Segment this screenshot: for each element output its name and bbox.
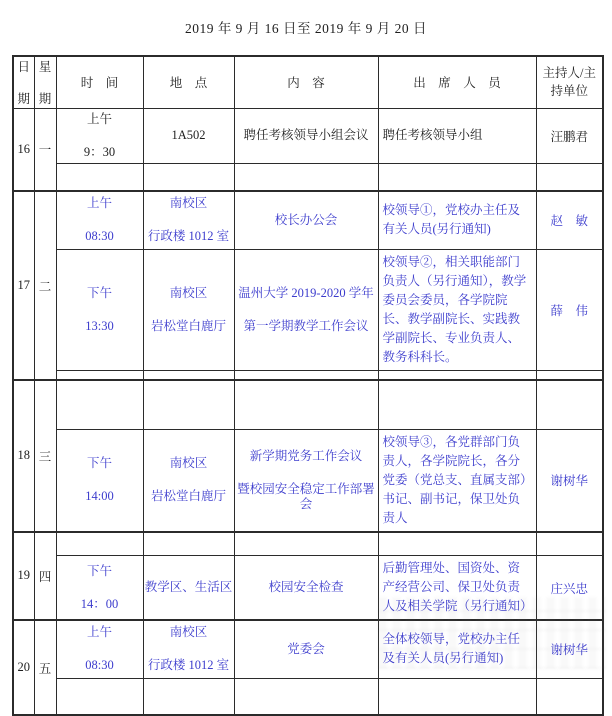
table-row	[13, 108, 603, 163]
time-cell	[56, 191, 143, 249]
content-cell	[234, 429, 378, 532]
date-cell: 20	[13, 620, 34, 715]
time-cell	[56, 429, 143, 532]
empty-cell	[143, 380, 234, 429]
empty-row	[13, 380, 603, 429]
attendees-cell: 全体校领导，党校办主任及有关人员(另行通知)	[378, 620, 536, 678]
location-line: 南校区	[169, 456, 208, 470]
location-line: 教学区、生活区	[144, 580, 233, 594]
schedule-table	[12, 55, 604, 716]
weekday-cell: 五	[34, 620, 56, 715]
empty-row	[13, 678, 603, 715]
time-clock: 08:30	[85, 229, 114, 244]
time-period: 下午	[86, 563, 112, 578]
date-cell: 19	[13, 532, 34, 621]
content-line: 第一学期教学工作会议	[243, 318, 369, 333]
empty-cell	[56, 532, 143, 556]
table-row	[13, 429, 603, 532]
empty-cell	[378, 163, 536, 191]
attendees-cell: 校领导②，相关职能部门负责人（另行通知），教学委员会委员，各学院院长、教学副院长、实践教学副院长、专业负责人、教务科科长。	[378, 249, 536, 370]
header-week-line1: 星	[38, 60, 52, 75]
header-host-line1: 主持人/主	[542, 66, 596, 81]
location-cell	[143, 191, 234, 249]
weekday-cell: 四	[34, 532, 56, 621]
empty-cell	[143, 163, 234, 191]
header-date-line1: 日	[17, 60, 30, 75]
host-cell: 庄兴忠	[536, 556, 603, 621]
location-cell	[143, 556, 234, 621]
content-cell	[234, 191, 378, 249]
location-line: 1A502	[171, 128, 206, 142]
header-week-line2: 期	[38, 92, 52, 107]
empty-cell	[234, 163, 378, 191]
time-period: 上午	[86, 111, 112, 126]
time-clock: 08:30	[85, 658, 114, 673]
time-clock: 9：30	[83, 144, 116, 159]
empty-cell	[536, 380, 603, 429]
content-cell	[234, 556, 378, 621]
header-time: 时 间	[56, 56, 143, 108]
location-cell	[143, 620, 234, 678]
empty-cell	[56, 370, 143, 380]
empty-row	[13, 532, 603, 556]
location-cell	[143, 108, 234, 163]
content-line: 新学期党务工作会议	[249, 448, 363, 463]
date-cell: 17	[13, 191, 34, 380]
empty-cell	[378, 678, 536, 715]
time-period: 下午	[86, 456, 112, 470]
time-cell	[56, 556, 143, 621]
location-line: 行政楼 1012 室	[147, 658, 230, 673]
empty-cell	[56, 380, 143, 429]
content-cell	[234, 108, 378, 163]
empty-cell	[378, 370, 536, 380]
weekday-cell: 三	[34, 380, 56, 532]
content-line: 暨校园安全稳定工作部署会	[237, 481, 375, 511]
empty-cell	[378, 380, 536, 429]
empty-cell	[536, 678, 603, 715]
attendees-cell: 聘任考核领导小组	[378, 108, 536, 163]
host-cell: 谢树华	[536, 620, 603, 678]
time-period: 上午	[86, 196, 112, 211]
host-cell: 薛 伟	[536, 249, 603, 370]
empty-cell	[143, 532, 234, 556]
header-week	[34, 56, 56, 108]
content-line: 校长办公会	[274, 212, 338, 227]
table-row	[13, 191, 603, 249]
empty-row	[13, 370, 603, 380]
empty-cell	[234, 370, 378, 380]
empty-cell	[143, 678, 234, 715]
location-line: 南校区	[169, 196, 208, 211]
date-cell: 18	[13, 380, 34, 532]
weekday-cell: 一	[34, 108, 56, 191]
time-period: 上午	[86, 625, 112, 640]
empty-cell	[56, 678, 143, 715]
header-host-line2: 持单位	[550, 84, 588, 99]
content-line: 党委会	[287, 641, 325, 656]
attendees-cell: 校领导③，各党群部门负责人，各学院院长，各分党委（党总支、直属支部）书记、副书记，保卫处负责人	[378, 429, 536, 532]
time-cell	[56, 108, 143, 163]
time-clock: 14：00	[80, 596, 119, 611]
time-clock: 13:30	[85, 318, 114, 333]
attendees-cell: 校领导①，党校办主任及有关人员(另行通知)	[378, 191, 536, 249]
header-content: 内 容	[234, 56, 378, 108]
location-line: 行政楼 1012 室	[147, 229, 230, 244]
time-cell	[56, 620, 143, 678]
host-cell: 赵 敏	[536, 191, 603, 249]
page-title: 2019 年 9 月 16 日至 2019 年 9 月 20 日	[184, 21, 428, 36]
empty-cell	[56, 163, 143, 191]
empty-cell	[234, 532, 378, 556]
location-cell	[143, 249, 234, 370]
location-line: 南校区	[169, 625, 208, 640]
location-line: 岩松堂白鹿厅	[150, 489, 226, 503]
table-row	[13, 620, 603, 678]
empty-cell	[378, 532, 536, 556]
host-cell: 谢树华	[536, 429, 603, 532]
location-line: 南校区	[169, 285, 208, 300]
time-period: 下午	[86, 285, 112, 300]
header-date	[13, 56, 34, 108]
date-cell: 16	[13, 108, 34, 191]
time-clock: 14:00	[85, 489, 114, 503]
weekday-cell: 二	[34, 191, 56, 380]
content-cell	[234, 249, 378, 370]
empty-cell	[234, 380, 378, 429]
content-line: 聘任考核领导小组会议	[243, 128, 369, 142]
table-row	[13, 249, 603, 370]
time-cell	[56, 249, 143, 370]
header-attendees: 出 席 人 员	[378, 56, 536, 108]
header-location: 地 点	[143, 56, 234, 108]
empty-cell	[234, 678, 378, 715]
content-line: 温州大学 2019-2020 学年	[238, 285, 374, 300]
empty-row	[13, 163, 603, 191]
content-cell	[234, 620, 378, 678]
empty-cell	[143, 370, 234, 380]
empty-cell	[536, 532, 603, 556]
header-row	[13, 56, 603, 108]
header-date-line2: 期	[17, 92, 30, 107]
location-line: 岩松堂白鹿厅	[150, 318, 226, 333]
empty-cell	[536, 163, 603, 191]
host-cell: 汪鹏君	[536, 108, 603, 163]
table-row	[13, 556, 603, 621]
header-host	[536, 56, 603, 108]
content-line: 校园安全检查	[268, 580, 344, 594]
location-cell	[143, 429, 234, 532]
empty-cell	[536, 370, 603, 380]
attendees-cell: 后勤管理处、国资处、资产经营公司、保卫处负责人及相关学院（另行通知）	[378, 556, 536, 621]
